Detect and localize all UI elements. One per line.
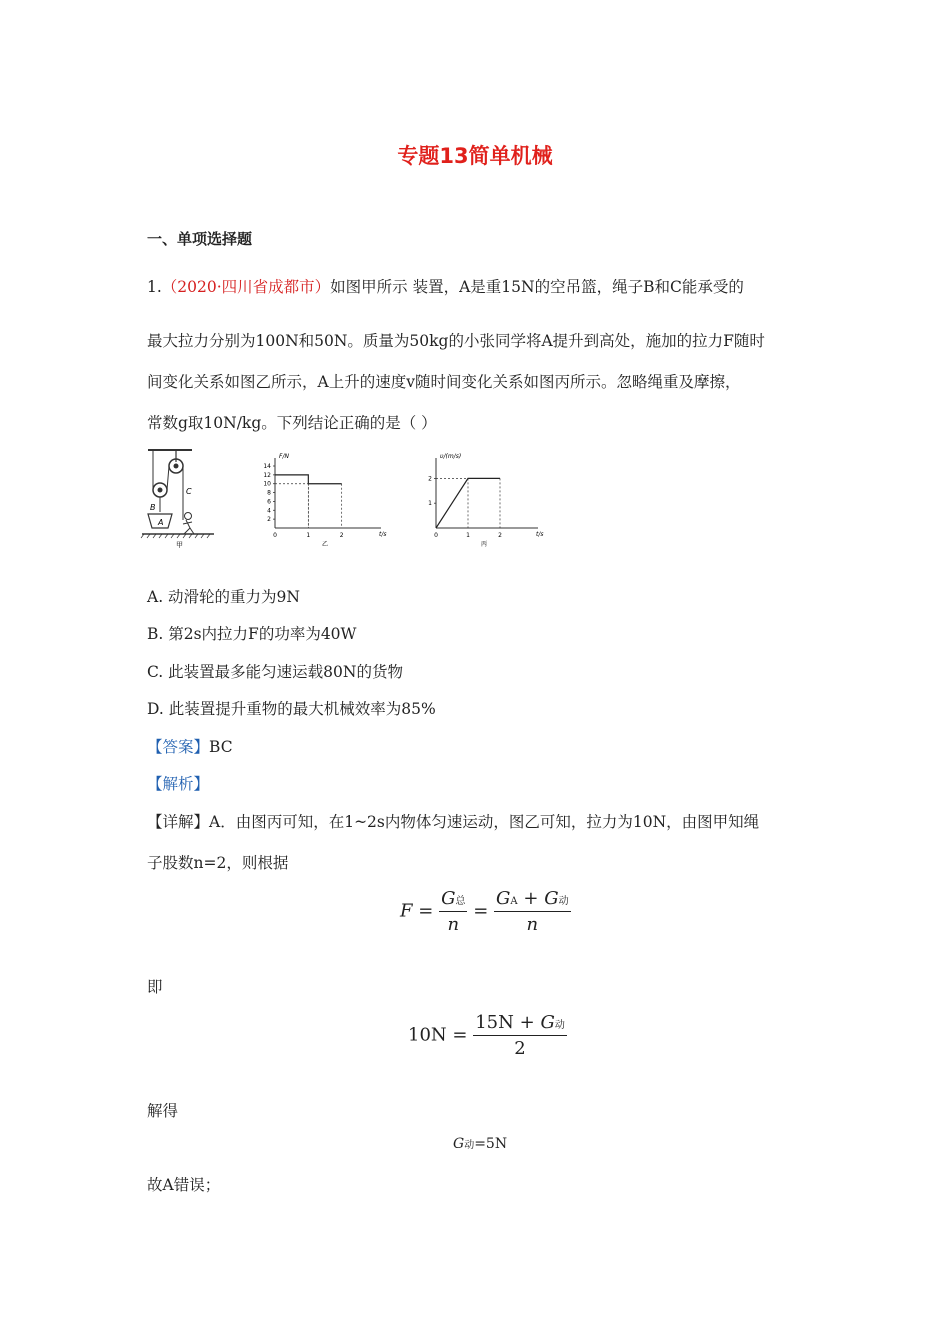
- x-tick-label: 0: [434, 532, 438, 539]
- formula2-num-a: 15N: [475, 1012, 514, 1033]
- question-line-4: 常数g取10N/kg。下列结论正确的是（ ）: [147, 414, 437, 432]
- chart-caption: 乙: [321, 541, 329, 548]
- formula2-g: G: [540, 1012, 555, 1033]
- y-tick-label: 2: [428, 475, 432, 483]
- x-tick-label: 0: [273, 532, 277, 539]
- x-tick-label: 2: [339, 532, 344, 539]
- detail-label: 【详解】: [147, 813, 210, 831]
- formula2-eq: =: [452, 1024, 468, 1046]
- answer-value: BC: [209, 738, 233, 756]
- formula1-lhs: F: [400, 900, 413, 922]
- answer-line: [147, 735, 233, 757]
- formula-1: [400, 888, 571, 935]
- formula1-eq2: =: [473, 900, 489, 922]
- x-tick-label: 2: [498, 532, 502, 539]
- ji-text: 即: [147, 978, 163, 996]
- page-title: 专题13简单机械: [397, 144, 553, 168]
- formula2-den: 2: [514, 1038, 526, 1059]
- formula1-sub-dong: 动: [558, 896, 569, 907]
- y-axis-label: υ/(m/s): [440, 453, 462, 460]
- formula1-g3: G: [544, 888, 559, 909]
- formula1-g2: G: [496, 888, 511, 909]
- detail-line-2: 子股数n=2，则根据: [147, 854, 289, 872]
- detail-text-1: A．由图丙可知，在1~2s内物体匀速运动，图乙可知，拉力为10N，由图甲知绳: [209, 813, 760, 831]
- figure-yi-chart: [250, 448, 390, 550]
- chart-caption: 丙: [480, 541, 488, 548]
- section-heading: 一、单项选择题: [147, 230, 253, 248]
- y-tick-label: 14: [263, 463, 271, 470]
- question-text-1: 如图甲所示 装置，A是重15N的空吊篮，绳子B和C能承受的: [330, 278, 744, 296]
- option-d: D. 此装置提升重物的最大机械效率为85%: [147, 700, 436, 718]
- formula1-sub-total: 总: [455, 896, 466, 907]
- figure-jia-pulley: [140, 448, 230, 550]
- figure-bing-chart: [418, 448, 548, 550]
- analysis-label: 【解析】: [147, 775, 210, 793]
- formula1-n2: n: [526, 914, 539, 935]
- jiede-text: 解得: [147, 1102, 179, 1120]
- y-tick-label: 10: [263, 480, 271, 488]
- formula2-lhs: 10N: [408, 1024, 447, 1046]
- formula2-sub-dong: 动: [554, 1020, 565, 1031]
- question-line-1: [147, 275, 744, 297]
- y-axis-label: F/N: [279, 453, 289, 460]
- formula1-plus: +: [523, 888, 539, 909]
- answer-label: 【答案】: [147, 738, 210, 756]
- formula1-n1: n: [447, 914, 460, 935]
- y-tick-label: 2: [267, 516, 271, 524]
- y-tick-label: 6: [267, 498, 271, 506]
- result-rest: =5N: [474, 1136, 508, 1152]
- formula2-frac: [473, 1012, 567, 1059]
- label-C: C: [186, 487, 192, 496]
- question-line-2: 最大拉力分别为100N和50N。质量为50kg的小张同学将A提升到高处，施加的拉力F随时: [147, 332, 765, 350]
- formula1-sub-a: A: [510, 896, 518, 907]
- result-g: G: [453, 1136, 465, 1152]
- formula1-frac-2: [494, 888, 571, 935]
- person-icon: [185, 513, 192, 520]
- y-tick-label: 8: [267, 489, 271, 497]
- x-tick-label: 1: [306, 532, 311, 539]
- formula2-plus: +: [519, 1012, 535, 1033]
- y-tick-label: 4: [267, 507, 271, 515]
- result-sub: 动: [464, 1140, 475, 1151]
- label-B: B: [150, 503, 156, 512]
- question-number: 1.: [147, 278, 162, 296]
- question-line-3: 间变化关系如图乙所示，A上升的速度v随时间变化关系如图丙所示。忽略绳重及摩擦，: [147, 373, 741, 391]
- label-A: A: [158, 518, 164, 527]
- y-tick-label: 12: [263, 471, 271, 479]
- formula1-eq: =: [418, 900, 434, 922]
- formula1-frac-1: [439, 888, 467, 935]
- question-source: （2020·四川省成都市）: [161, 278, 331, 296]
- option-b: B. 第2s内拉力F的功率为40W: [147, 625, 357, 643]
- formula-2: [408, 1012, 567, 1059]
- option-a: A. 动滑轮的重力为9N: [147, 588, 300, 606]
- x-axis-label: t/s: [379, 531, 387, 538]
- x-axis-label: t/s: [536, 531, 544, 538]
- x-tick-label: 1: [466, 532, 470, 539]
- y-tick-label: 1: [428, 500, 432, 508]
- option-c: C. 此装置最多能匀速运载80N的货物: [147, 663, 403, 681]
- formula1-g1: G: [441, 888, 456, 909]
- conclusion-line: 故A错误；: [147, 1176, 221, 1194]
- caption-jia: 甲: [176, 541, 183, 549]
- detail-line-1: [147, 810, 759, 832]
- result-line: [453, 1136, 507, 1152]
